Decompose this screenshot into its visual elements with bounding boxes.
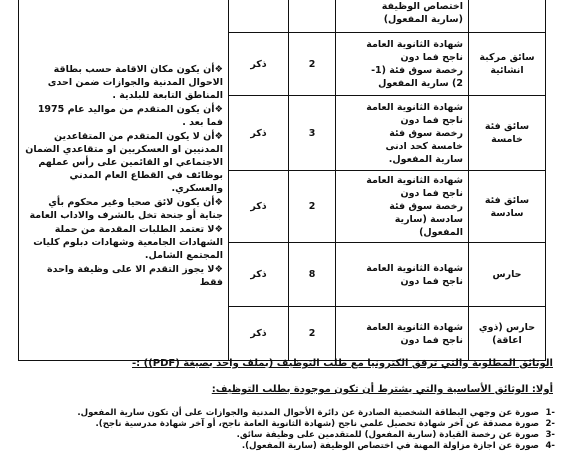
positions-count: [289, 0, 336, 33]
job-title: [469, 0, 546, 33]
positions-count: 8: [289, 243, 336, 307]
gender: ذكر: [229, 243, 289, 307]
list-item: -1 صورة عن وجهي البطاقة الشخصية الصادرة عن دائرة الأحوال المدنية والجوازات على أن تكون سارية المفعول.: [77, 408, 555, 418]
condition-item: ❖أن لا يكون المتقدم من المتقاعدين المدنيين او العسكريين او متقاعدي الضمان الاجتماعي او القائمين على رأس عملهم بوظائف في القطاع العام المدني والعسكري.: [25, 131, 223, 194]
positions-count: 3: [289, 96, 336, 171]
gender: [229, 0, 289, 33]
condition-item: ❖أن يكون لائق صحيا وغير محكوم بأي جناية أو جنحة تخل بالشرف والاداب العامة: [29, 197, 223, 221]
gender: ذكر: [229, 307, 289, 361]
qualification: شهادة الثانوية العامة ناجح فما دون: [336, 307, 469, 361]
positions-count: 2: [289, 171, 336, 243]
job-title: سائق فئة خامسة: [469, 96, 546, 171]
table-row: [19, 0, 546, 33]
positions-count: 2: [289, 33, 336, 96]
job-title: حارس: [469, 243, 546, 307]
condition-item: ❖أن يكون المتقدم من مواليد عام 1975 فما بعد .: [37, 104, 223, 128]
qualification: شهادة الثانوية العامة ناجح فما دون رخصة سوق فئة خامسة كحد ادنى سارية المفعول.: [336, 96, 469, 171]
job-title: حارس (ذوي اعاقة): [469, 307, 546, 361]
documents-list: [15, 408, 555, 452]
conditions-cell: [19, 0, 229, 361]
qualification: شهادة الثانوية العامة ناجح فما دون رخصة سوق فئة (1- 2) سارية المفعول: [336, 33, 469, 96]
gender: ذكر: [229, 96, 289, 171]
qualification: اختصاص الوظيفة (سارية المفعول): [336, 0, 469, 33]
positions-count: 2: [289, 307, 336, 361]
documents-heading: الوثائق المطلوبة والتي ترفق الكترونيا مع طلب التوظيف (بملف واحد بصيغة (PDF)) :-: [132, 358, 553, 369]
qualification: شهادة الثانوية العامة ناجح فما دون: [336, 243, 469, 307]
qualification: شهادة الثانوية العامة ناجح فما دون رخصة سوق فئة سادسة (سارية المفعول): [336, 171, 469, 243]
list-item: -4 صورة عن اجازة مزاولة المهنة في اختصاص الوظيفة (سارية المفعول).: [241, 441, 555, 451]
list-item: -2 صورة مصدقة عن آخر شهادة تحصيل علمي ناجح (شهادة الثانوية العامة ناجح، أو آخر شهادة مدرسية ناجح).: [95, 419, 555, 429]
list-item: -3 صورة عن رخصة القيادة (سارية المفعول) للمتقدمين على وظيفة سائق.: [236, 430, 555, 440]
basic-documents-heading: أولا: الوثائق الأساسية والتي يشترط أن تكون موجودة بطلب التوظيف:: [211, 384, 553, 395]
gender: ذكر: [229, 33, 289, 96]
jobs-table: [18, 0, 546, 361]
job-title: سائق مركبة انشائية: [469, 33, 546, 96]
gender: ذكر: [229, 171, 289, 243]
condition-item: ❖لا يجوز التقدم الا على وظيفة واحدة فقط: [46, 264, 223, 288]
job-title: سائق فئة سادسة: [469, 171, 546, 243]
condition-item: ❖أن يكون مكان الاقامة حسب بطاقة الاحوال المدنية والجوازات ضمن احدى المناطق التابعة للبلدية .: [47, 64, 223, 101]
condition-item: ❖لا تعتمد الطلبات المقدمة من حملة الشهادات الجامعية وشهادات دبلوم كليات المجتمع الشامل.: [33, 224, 223, 261]
